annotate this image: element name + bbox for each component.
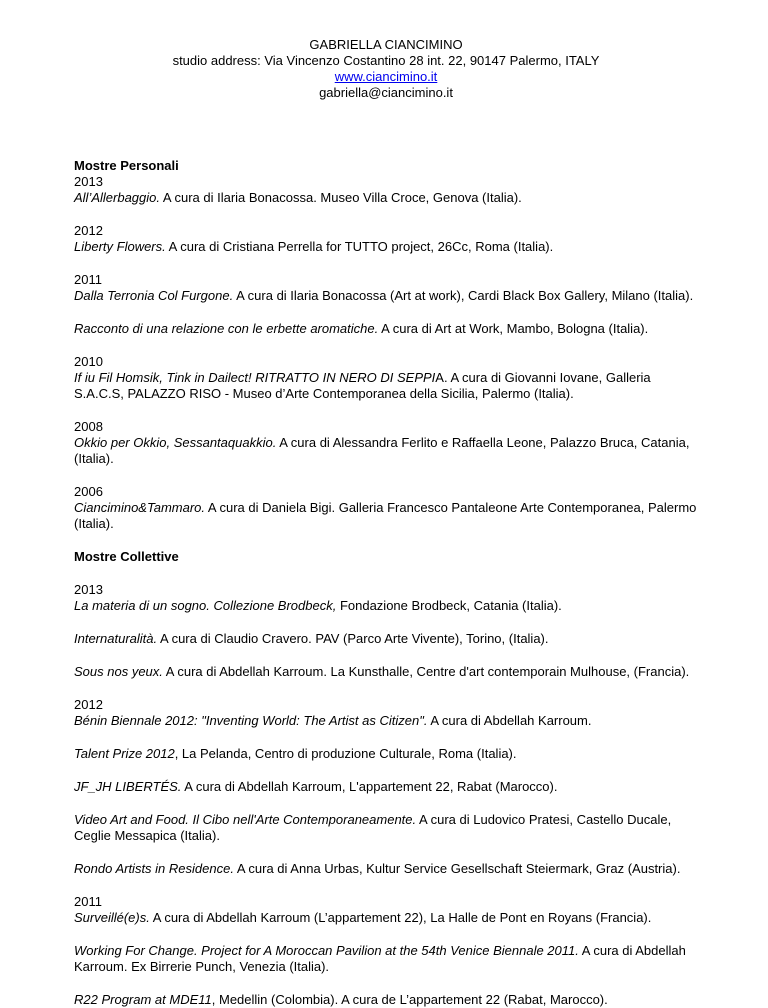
- exhibition-details: A cura di Claudio Cravero. PAV (Parco Arte Vivente), Torino, (Italia).: [157, 631, 549, 646]
- exhibition-title: JF_JH LIBERTÉS.: [74, 779, 182, 794]
- exhibition-entry: [74, 223, 698, 255]
- exhibition-entry: [74, 746, 698, 762]
- exhibition-year: 2013: [74, 174, 103, 189]
- artist-name: GABRIELLA CIANCIMINO: [309, 37, 463, 52]
- exhibition-details: A cura di Ludovico Pratesi, Castello Ducale, Ceglie Messapica (Italia).: [74, 812, 672, 843]
- exhibition-title: Dalla Terronia Col Furgone.: [74, 288, 234, 303]
- exhibition-entry: [74, 419, 698, 467]
- exhibition-title: If iu Fil Homsik, Tink in Dailect! RITRATTO IN NERO DI SEPPI: [74, 370, 436, 385]
- exhibition-details: A cura di Abdellah Karroum. La Kunsthalle, Centre d'art contemporain Mulhouse, (Francia).: [162, 664, 690, 679]
- exhibition-details: A cura di Abdellah Karroum.: [427, 713, 592, 728]
- exhibition-entry: [74, 812, 698, 844]
- exhibition-entry: [74, 484, 698, 532]
- section-heading-collettive: Mostre Collettive: [74, 549, 179, 564]
- exhibition-title: Okkio per Okkio, Sessantaquakkio.: [74, 435, 277, 450]
- exhibition-details: A cura di Daniela Bigi. Galleria Francesco Pantaleone Arte Contemporanea, Palermo (Italia).: [74, 500, 697, 531]
- exhibition-title: Sous nos yeux.: [74, 664, 163, 679]
- exhibition-details: A cura di Ilaria Bonacossa. Museo Villa Croce, Genova (Italia).: [160, 190, 522, 205]
- exhibition-details: A cura di Abdellah Karroum, L'appartement 22, Rabat (Marocco).: [181, 779, 558, 794]
- exhibition-year: 2008: [74, 419, 103, 434]
- exhibition-entry: [74, 631, 698, 647]
- section-mostre-personali: [74, 158, 698, 532]
- exhibition-details: A cura di Art at Work, Mambo, Bologna (Italia).: [378, 321, 649, 336]
- studio-address: studio address: Via Vincenzo Costantino 28 int. 22, 90147 Palermo, ITALY: [172, 53, 600, 68]
- exhibition-title: Internaturalità.: [74, 631, 158, 646]
- exhibition-year: 2010: [74, 354, 103, 369]
- exhibition-details: A cura di Cristiana Perrella for TUTTO project, 26Cc, Roma (Italia).: [165, 239, 554, 254]
- exhibition-year: 2006: [74, 484, 103, 499]
- exhibition-entry: [74, 174, 698, 206]
- exhibition-entry: [74, 861, 698, 877]
- exhibition-title: R22 Program at MDE11: [74, 992, 212, 1007]
- exhibition-entry: [74, 664, 698, 680]
- exhibition-entry: [74, 894, 698, 926]
- exhibition-details: , La Pelanda, Centro di produzione Culturale, Roma (Italia).: [174, 746, 517, 761]
- exhibition-details: Fondazione Brodbeck, Catania (Italia).: [336, 598, 562, 613]
- exhibition-title: Bénin Biennale 2012: "Inventing World: The Artist as Citizen".: [74, 713, 428, 728]
- exhibition-details: A cura di Anna Urbas, Kultur Service Gesellschaft Steiermark, Graz (Austria).: [233, 861, 681, 876]
- exhibition-details: A cura di Abdellah Karroum. Ex Birrerie Punch, Venezia (Italia).: [74, 943, 686, 974]
- exhibition-entry: [74, 354, 698, 402]
- exhibition-entry: [74, 697, 698, 729]
- exhibition-title: Working For Change. Project for A Moroccan Pavilion at the 54th Venice Biennale 2011.: [74, 943, 579, 958]
- exhibition-title: Racconto di una relazione con le erbette aromatiche.: [74, 321, 379, 336]
- exhibition-title: Surveillé(e)s.: [74, 910, 150, 925]
- exhibition-title: La materia di un sogno. Collezione Brodbeck,: [74, 598, 337, 613]
- exhibition-entry: [74, 943, 698, 975]
- exhibition-details: A cura di Ilaria Bonacossa (Art at work), Cardi Black Box Gallery, Milano (Italia).: [233, 288, 694, 303]
- exhibition-title: All’Allerbaggio.: [74, 190, 160, 205]
- email-address: gabriella@ciancimino.it: [319, 85, 453, 100]
- exhibition-year: 2012: [74, 697, 103, 712]
- section-mostre-collettive: [74, 549, 698, 1008]
- letterhead: [74, 37, 698, 101]
- exhibition-title: Rondo Artists in Residence.: [74, 861, 234, 876]
- exhibition-entry: [74, 582, 698, 614]
- exhibition-details: A cura di Abdellah Karroum (L’appartement 22), La Halle de Pont en Royans (Francia).: [149, 910, 652, 925]
- exhibition-year: 2013: [74, 582, 103, 597]
- exhibition-details: , Medellin (Colombia). A cura de L’appartement 22 (Rabat, Marocco).: [211, 992, 608, 1007]
- exhibition-title: Video Art and Food. Il Cibo nell'Arte Contemporaneamente.: [74, 812, 417, 827]
- exhibition-year: 2011: [74, 272, 102, 287]
- exhibition-entry: [74, 272, 698, 304]
- exhibition-title: Liberty Flowers.: [74, 239, 166, 254]
- exhibition-title: Talent Prize 2012: [74, 746, 175, 761]
- exhibition-year: 2012: [74, 223, 103, 238]
- exhibition-year: 2011: [74, 894, 102, 909]
- exhibition-details: A cura di Alessandra Ferlito e Raffaella Leone, Palazzo Bruca, Catania, (Italia).: [74, 435, 690, 466]
- exhibition-entry: [74, 321, 698, 337]
- website-link[interactable]: www.ciancimino.it: [334, 69, 438, 84]
- exhibition-title: Ciancimino&Tammaro.: [74, 500, 206, 515]
- exhibition-entry: [74, 992, 698, 1008]
- exhibition-entry: [74, 779, 698, 795]
- section-heading-personali: Mostre Personali: [74, 158, 179, 173]
- exhibition-details: A. A cura di Giovanni Iovane, Galleria S.A.C.S, PALAZZO RISO - Museo d’Arte Contemporanea della Sicilia, Palermo (Italia).: [74, 370, 651, 401]
